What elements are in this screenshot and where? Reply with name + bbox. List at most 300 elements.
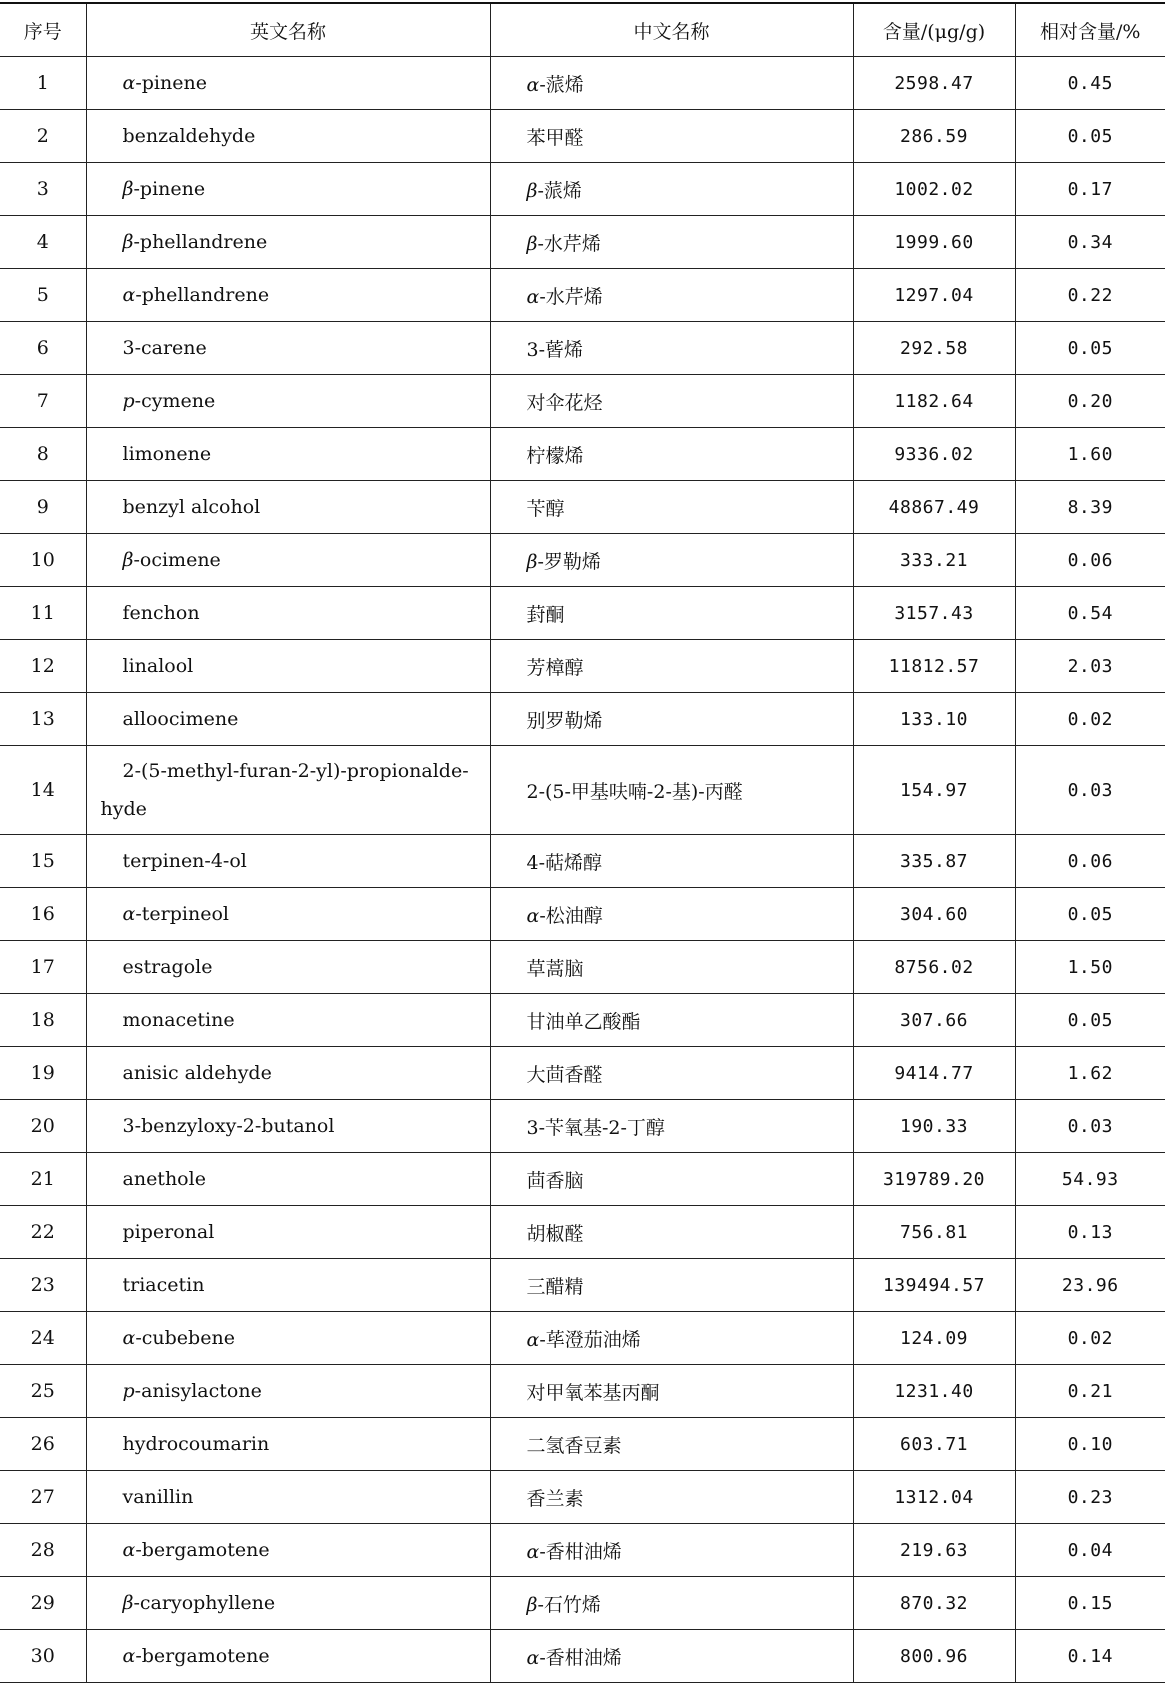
cell-index	[0, 587, 86, 640]
cell-index	[0, 1471, 86, 1524]
content-value: 124.09	[899, 1327, 969, 1349]
cell-relative-content	[1015, 57, 1165, 110]
row-index: 19	[30, 1062, 55, 1084]
content-value: 603.71	[899, 1433, 969, 1455]
chinese-name: 对伞花烃	[526, 391, 603, 414]
cell-content	[853, 1418, 1015, 1471]
row-index: 16	[30, 903, 55, 925]
content-value: 870.32	[899, 1592, 969, 1614]
english-prefix: α	[122, 284, 136, 306]
chinese-name: 芳樟醇	[526, 656, 584, 679]
cell-english-name	[86, 1312, 490, 1365]
content-value: 286.59	[899, 125, 969, 147]
table-row	[0, 269, 1165, 322]
cell-relative-content	[1015, 1259, 1165, 1312]
content-value: 1182.64	[894, 390, 974, 412]
content-value: 219.63	[899, 1539, 969, 1561]
english-name: vanillin	[122, 1486, 194, 1508]
cell-relative-content	[1015, 1312, 1165, 1365]
row-index: 6	[36, 337, 49, 359]
cell-index	[0, 1153, 86, 1206]
chinese-prefix: β	[526, 179, 538, 202]
row-index: 2	[36, 125, 49, 147]
content-value: 1999.60	[894, 231, 974, 253]
table-row	[0, 1630, 1165, 1683]
row-index: 1	[36, 72, 49, 94]
english-prefix: p	[122, 1380, 135, 1402]
cell-english-name	[86, 1471, 490, 1524]
compound-table	[0, 2, 1165, 1683]
cell-relative-content	[1015, 1630, 1165, 1683]
table-row	[0, 57, 1165, 110]
content-value: 48867.49	[888, 496, 980, 518]
relative-value: 54.93	[1061, 1168, 1119, 1190]
content-value: 307.66	[899, 1009, 969, 1031]
relative-value: 0.02	[1067, 1327, 1113, 1349]
content-value: 292.58	[899, 337, 969, 359]
table-header-row	[0, 3, 1165, 57]
english-name: -anisylactone	[134, 1380, 262, 1402]
cell-chinese-name	[490, 587, 853, 640]
table-row	[0, 1100, 1165, 1153]
cell-chinese-name	[490, 1577, 853, 1630]
english-prefix: β	[122, 549, 134, 571]
cell-english-name	[86, 216, 490, 269]
english-prefix: α	[122, 72, 136, 94]
cell-chinese-name	[490, 534, 853, 587]
relative-value: 0.21	[1067, 1380, 1113, 1402]
cell-chinese-name	[490, 1259, 853, 1312]
cell-relative-content	[1015, 163, 1165, 216]
english-name: -bergamotene	[135, 1539, 270, 1561]
english-prefix: α	[122, 1327, 136, 1349]
table-row	[0, 110, 1165, 163]
row-index: 17	[30, 956, 55, 978]
cell-content	[853, 640, 1015, 693]
table-row	[0, 1365, 1165, 1418]
cell-index	[0, 534, 86, 587]
english-prefix: β	[122, 1592, 134, 1614]
chinese-name: -荜澄茄油烯	[539, 1328, 641, 1351]
cell-english-name	[86, 534, 490, 587]
cell-index	[0, 216, 86, 269]
chinese-name: 香兰素	[526, 1487, 584, 1510]
relative-value: 1.60	[1067, 443, 1113, 465]
cell-relative-content	[1015, 534, 1165, 587]
relative-value: 0.05	[1067, 125, 1113, 147]
table-row	[0, 1524, 1165, 1577]
cell-english-name	[86, 1153, 490, 1206]
content-value: 133.10	[899, 708, 969, 730]
cell-chinese-name	[490, 1312, 853, 1365]
cell-chinese-name	[490, 1153, 853, 1206]
english-name: 3-carene	[122, 337, 207, 359]
cell-index	[0, 375, 86, 428]
header-chinese-name: 中文名称	[490, 3, 853, 57]
cell-content	[853, 888, 1015, 941]
table-row	[0, 835, 1165, 888]
row-index: 14	[30, 779, 55, 801]
chinese-name: 3-苄氧基-2-丁醇	[526, 1116, 665, 1139]
cell-chinese-name	[490, 110, 853, 163]
chinese-name: -罗勒烯	[537, 550, 601, 573]
cell-content	[853, 1630, 1015, 1683]
chinese-name: -水芹烯	[537, 232, 601, 255]
cell-chinese-name	[490, 888, 853, 941]
english-name: -pinene	[135, 72, 207, 94]
relative-value: 0.17	[1067, 178, 1113, 200]
table-row	[0, 1047, 1165, 1100]
cell-chinese-name	[490, 428, 853, 481]
relative-value: 0.23	[1067, 1486, 1113, 1508]
chinese-prefix: α	[526, 285, 540, 308]
relative-value: 0.34	[1067, 231, 1113, 253]
cell-english-name	[86, 428, 490, 481]
cell-relative-content	[1015, 481, 1165, 534]
header-content: 含量/(μg/g)	[853, 3, 1015, 57]
english-name: triacetin	[122, 1274, 205, 1296]
content-value: 3157.43	[894, 602, 974, 624]
chinese-name: 苯甲醛	[526, 126, 584, 149]
english-prefix: α	[122, 1645, 136, 1667]
row-index: 7	[36, 390, 49, 412]
table-row	[0, 375, 1165, 428]
chinese-name: 胡椒醛	[526, 1222, 584, 1245]
relative-value: 23.96	[1061, 1274, 1119, 1296]
content-value: 1312.04	[894, 1486, 974, 1508]
english-name: -pinene	[133, 178, 206, 200]
header-english-name: 英文名称	[86, 3, 490, 57]
chinese-prefix: α	[526, 73, 540, 96]
english-prefix: α	[122, 903, 136, 925]
cell-content	[853, 110, 1015, 163]
relative-value: 0.05	[1067, 903, 1113, 925]
row-index: 18	[30, 1009, 55, 1031]
cell-index	[0, 888, 86, 941]
cell-chinese-name	[490, 1630, 853, 1683]
content-value: 190.33	[899, 1115, 969, 1137]
cell-content	[853, 1206, 1015, 1259]
relative-value: 0.03	[1067, 1115, 1113, 1137]
content-value: 333.21	[899, 549, 969, 571]
table-row	[0, 1577, 1165, 1630]
content-value: 8756.02	[894, 956, 974, 978]
chinese-name: -香柑油烯	[539, 1540, 622, 1563]
relative-value: 0.14	[1067, 1645, 1113, 1667]
english-name: -ocimene	[133, 549, 221, 571]
chinese-prefix: α	[526, 1540, 540, 1563]
relative-value: 0.15	[1067, 1592, 1113, 1614]
cell-index	[0, 1630, 86, 1683]
cell-english-name	[86, 1365, 490, 1418]
cell-chinese-name	[490, 1365, 853, 1418]
content-value: 1002.02	[894, 178, 974, 200]
cell-english-name	[86, 110, 490, 163]
cell-index	[0, 322, 86, 375]
cell-english-name	[86, 481, 490, 534]
english-name: 3-benzyloxy-2-butanol	[122, 1115, 335, 1137]
row-index: 15	[30, 850, 55, 872]
row-index: 29	[30, 1592, 55, 1614]
english-name: -cymene	[134, 390, 216, 412]
relative-value: 0.22	[1067, 284, 1113, 306]
table-row	[0, 994, 1165, 1047]
cell-relative-content	[1015, 941, 1165, 994]
english-name: terpinen-4-ol	[122, 850, 247, 872]
cell-chinese-name	[490, 1206, 853, 1259]
row-index: 20	[30, 1115, 55, 1137]
row-index: 26	[30, 1433, 55, 1455]
chinese-prefix: β	[526, 550, 538, 573]
cell-index	[0, 1312, 86, 1365]
cell-content	[853, 481, 1015, 534]
english-name: alloocimene	[122, 708, 239, 730]
chinese-name: 别罗勒烯	[526, 709, 603, 732]
content-value: 335.87	[899, 850, 969, 872]
relative-value: 0.20	[1067, 390, 1113, 412]
english-name: benzaldehyde	[122, 125, 256, 147]
row-index: 21	[30, 1168, 55, 1190]
table-row	[0, 1153, 1165, 1206]
chinese-name: 对甲氧苯基丙酮	[526, 1381, 660, 1404]
cell-relative-content	[1015, 746, 1165, 835]
cell-relative-content	[1015, 322, 1165, 375]
cell-relative-content	[1015, 1418, 1165, 1471]
relative-value: 0.54	[1067, 602, 1113, 624]
chinese-name: 茴香脑	[526, 1169, 584, 1192]
cell-chinese-name	[490, 163, 853, 216]
cell-english-name	[86, 1418, 490, 1471]
cell-content	[853, 1312, 1015, 1365]
table-row	[0, 1471, 1165, 1524]
cell-chinese-name	[490, 941, 853, 994]
cell-english-name	[86, 994, 490, 1047]
cell-index	[0, 835, 86, 888]
cell-english-name	[86, 1206, 490, 1259]
relative-value: 1.50	[1067, 956, 1113, 978]
cell-english-name	[86, 1100, 490, 1153]
cell-index	[0, 994, 86, 1047]
row-index: 3	[36, 178, 49, 200]
chinese-name: -蒎烯	[537, 179, 582, 202]
cell-content	[853, 835, 1015, 888]
cell-relative-content	[1015, 110, 1165, 163]
cell-chinese-name	[490, 375, 853, 428]
cell-content	[853, 693, 1015, 746]
cell-english-name	[86, 269, 490, 322]
cell-content	[853, 1100, 1015, 1153]
row-index: 25	[30, 1380, 55, 1402]
chinese-name: -蒎烯	[539, 73, 584, 96]
cell-relative-content	[1015, 994, 1165, 1047]
chinese-name: -松油醇	[539, 904, 603, 927]
cell-content	[853, 1365, 1015, 1418]
cell-content	[853, 428, 1015, 481]
english-name: monacetine	[122, 1009, 235, 1031]
cell-index	[0, 1206, 86, 1259]
cell-relative-content	[1015, 428, 1165, 481]
cell-index	[0, 1259, 86, 1312]
content-value: 304.60	[899, 903, 969, 925]
cell-index	[0, 1418, 86, 1471]
table-row	[0, 746, 1165, 835]
row-index: 5	[36, 284, 49, 306]
english-name: benzyl alcohol	[122, 496, 261, 518]
content-value: 154.97	[899, 779, 969, 801]
table-row	[0, 693, 1165, 746]
cell-relative-content	[1015, 1471, 1165, 1524]
row-index: 23	[30, 1274, 55, 1296]
chinese-name: 葑酮	[526, 603, 565, 626]
table-row	[0, 587, 1165, 640]
relative-value: 2.03	[1067, 655, 1113, 677]
cell-chinese-name	[490, 57, 853, 110]
chinese-prefix: α	[526, 1328, 540, 1351]
cell-relative-content	[1015, 1524, 1165, 1577]
content-value: 1297.04	[894, 284, 974, 306]
cell-relative-content	[1015, 888, 1165, 941]
cell-chinese-name	[490, 1418, 853, 1471]
table-row	[0, 163, 1165, 216]
cell-index	[0, 1577, 86, 1630]
table-row	[0, 534, 1165, 587]
content-value: 11812.57	[888, 655, 980, 677]
cell-english-name	[86, 1630, 490, 1683]
cell-content	[853, 994, 1015, 1047]
content-value: 800.96	[899, 1645, 969, 1667]
cell-index	[0, 1100, 86, 1153]
chinese-prefix: α	[526, 1646, 540, 1669]
chinese-name: -石竹烯	[537, 1593, 601, 1616]
cell-content	[853, 746, 1015, 835]
english-name: estragole	[122, 956, 213, 978]
row-index: 30	[30, 1645, 55, 1667]
english-name: hydrocoumarin	[122, 1433, 270, 1455]
relative-value: 0.05	[1067, 1009, 1113, 1031]
english-prefix: α	[122, 1539, 136, 1561]
cell-english-name	[86, 888, 490, 941]
cell-index	[0, 428, 86, 481]
chinese-name: 草蒿脑	[526, 957, 584, 980]
cell-content	[853, 1047, 1015, 1100]
row-index: 22	[30, 1221, 55, 1243]
row-index: 4	[36, 231, 49, 253]
table-row	[0, 216, 1165, 269]
cell-english-name	[86, 57, 490, 110]
cell-english-name	[86, 941, 490, 994]
chinese-name: 大茴香醛	[526, 1063, 603, 1086]
cell-english-name	[86, 1047, 490, 1100]
cell-content	[853, 1577, 1015, 1630]
row-index: 12	[30, 655, 55, 677]
cell-content	[853, 1471, 1015, 1524]
cell-chinese-name	[490, 269, 853, 322]
table-row	[0, 481, 1165, 534]
chinese-prefix: β	[526, 1593, 538, 1616]
table-row	[0, 941, 1165, 994]
content-value: 9414.77	[894, 1062, 974, 1084]
cell-relative-content	[1015, 1206, 1165, 1259]
chinese-name: -水芹烯	[539, 285, 603, 308]
relative-value: 0.06	[1067, 850, 1113, 872]
cell-relative-content	[1015, 216, 1165, 269]
cell-chinese-name	[490, 1471, 853, 1524]
content-value: 1231.40	[894, 1380, 974, 1402]
cell-index	[0, 57, 86, 110]
english-name: -phellandrene	[135, 284, 270, 306]
chinese-name: 柠檬烯	[526, 444, 584, 467]
english-prefix: β	[122, 178, 134, 200]
cell-english-name	[86, 587, 490, 640]
relative-value: 0.06	[1067, 549, 1113, 571]
cell-chinese-name	[490, 1524, 853, 1577]
english-name: -terpineol	[135, 903, 229, 925]
cell-relative-content	[1015, 835, 1165, 888]
cell-chinese-name	[490, 216, 853, 269]
relative-value: 0.10	[1067, 1433, 1113, 1455]
relative-value: 0.05	[1067, 337, 1113, 359]
cell-content	[853, 375, 1015, 428]
table-row	[0, 428, 1165, 481]
row-index: 8	[36, 443, 49, 465]
cell-index	[0, 640, 86, 693]
cell-content	[853, 534, 1015, 587]
english-name: limonene	[122, 443, 212, 465]
english-name: -caryophyllene	[133, 1592, 276, 1614]
table-row	[0, 888, 1165, 941]
cell-content	[853, 269, 1015, 322]
header-relative-content: 相对含量/%	[1015, 3, 1165, 57]
content-value: 9336.02	[894, 443, 974, 465]
cell-relative-content	[1015, 1047, 1165, 1100]
chinese-name: 3-蒈烯	[526, 338, 584, 361]
content-value: 756.81	[899, 1221, 969, 1243]
content-value: 319789.20	[882, 1168, 986, 1190]
cell-content	[853, 57, 1015, 110]
table-row	[0, 640, 1165, 693]
relative-value: 0.03	[1067, 779, 1113, 801]
english-name: anisic aldehyde	[122, 1062, 272, 1084]
chinese-prefix: β	[526, 232, 538, 255]
cell-english-name	[86, 1259, 490, 1312]
cell-content	[853, 1153, 1015, 1206]
cell-content	[853, 1524, 1015, 1577]
cell-relative-content	[1015, 1100, 1165, 1153]
english-prefix: β	[122, 231, 134, 253]
row-index: 24	[30, 1327, 55, 1349]
cell-index	[0, 163, 86, 216]
cell-index	[0, 1524, 86, 1577]
cell-relative-content	[1015, 1577, 1165, 1630]
cell-content	[853, 322, 1015, 375]
english-name: linalool	[122, 655, 194, 677]
relative-value: 8.39	[1067, 496, 1113, 518]
cell-index	[0, 481, 86, 534]
relative-value: 1.62	[1067, 1062, 1113, 1084]
cell-content	[853, 216, 1015, 269]
relative-value: 0.13	[1067, 1221, 1113, 1243]
cell-english-name	[86, 375, 490, 428]
cell-chinese-name	[490, 322, 853, 375]
chinese-name: 苄醇	[526, 497, 565, 520]
cell-index	[0, 110, 86, 163]
cell-content	[853, 587, 1015, 640]
table-body	[0, 57, 1165, 1683]
relative-value: 0.04	[1067, 1539, 1113, 1561]
chinese-name: -香柑油烯	[539, 1646, 622, 1669]
row-index: 28	[30, 1539, 55, 1561]
cell-english-name	[86, 746, 490, 835]
